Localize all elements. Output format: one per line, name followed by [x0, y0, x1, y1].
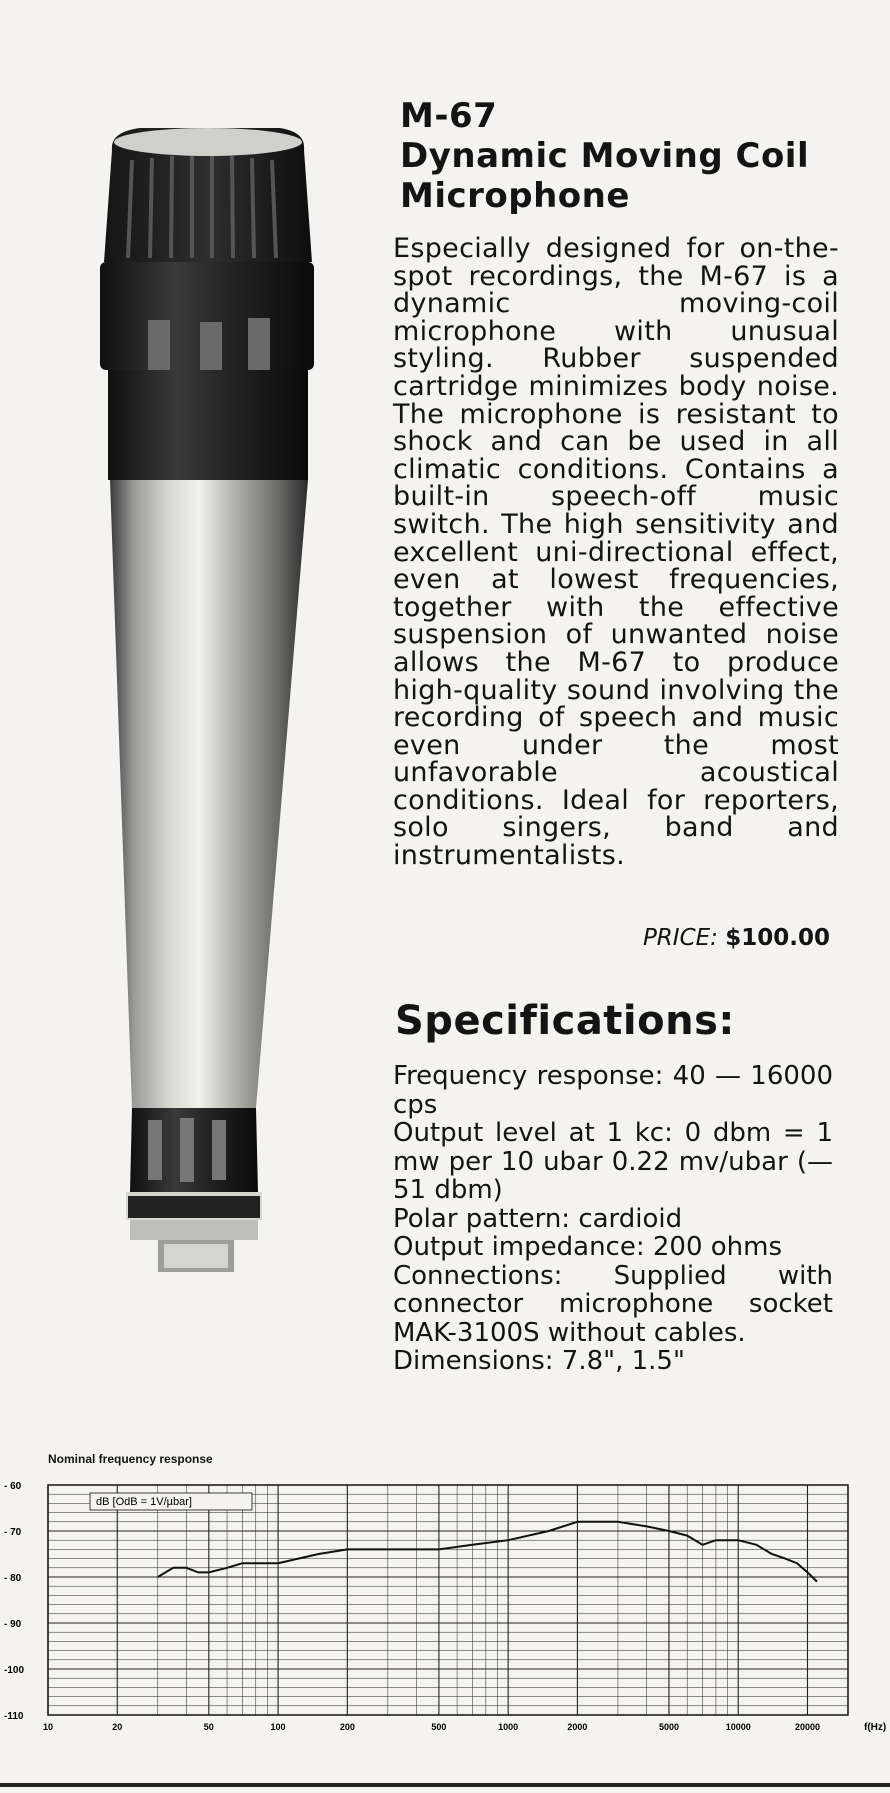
microphone-photo	[0, 0, 390, 1300]
chart-title: Nominal frequency response	[48, 1452, 213, 1466]
ylabel-box	[90, 1493, 252, 1510]
frequency-response-chart	[0, 1470, 890, 1770]
x-axis-label: f(Hz)	[864, 1722, 887, 1733]
y-tick-label: - 60	[4, 1481, 22, 1492]
x-tick-label: 10	[42, 1722, 54, 1732]
spec-polar-pattern: Polar pattern: cardioid	[393, 1203, 683, 1234]
x-tick-label: 20000	[794, 1722, 821, 1732]
y-tick-label: - 80	[4, 1573, 22, 1584]
price-label: PRICE:	[642, 925, 718, 951]
plot-frame	[48, 1485, 848, 1715]
y-tick-label: - 90	[4, 1619, 22, 1630]
x-tick-label: 500	[431, 1722, 447, 1732]
bottom-rule	[0, 1783, 890, 1787]
x-tick-label: 10000	[725, 1722, 751, 1732]
title-line-3: Microphone	[400, 176, 630, 216]
y-axis-label: dB [OdB = 1V/µbar]	[96, 1496, 192, 1508]
title-line-2: Dynamic Moving Coil	[400, 136, 810, 176]
y-tick-label: -100	[4, 1665, 25, 1676]
product-title	[400, 96, 870, 216]
x-tick-label: 50	[203, 1722, 214, 1732]
y-axis	[4, 1481, 24, 1722]
y-tick-label: -110	[4, 1711, 24, 1722]
spec-output-impedance: Output impedance: 200 ohms	[393, 1232, 783, 1262]
spec-output-level: Output level at 1 kc: 0 dbm = 1 mw per 10 ubar 0.22 mv/ubar (—51 dbm)	[393, 1118, 833, 1205]
specifications-list	[393, 1062, 833, 1376]
product-description: Especially designed for on-the-spot recordings, the M-67 is a dynamic moving-coil microphone with unusual styling. Rubber suspended cartridge minimizes body noise. The microphone is resistant to shock and can be used in all climatic conditions. Contains a built-in speech-off music switch. The high sensitivity and excellent uni-directional effect, even at lowest frequencies, together with the effective suspension of unwanted noise allows the M-67 to produce high-quality sound involving the recording of speech and music even under the most unfavorable acoustical conditions. Ideal for reporters, solo singers, band and instrumentalists.	[393, 233, 839, 872]
model-name: M-67	[400, 96, 498, 136]
x-tick-label: 2000	[567, 1722, 588, 1732]
spec-connections: Connections: Supplied with connector microphone socket MAK-3100S without cables.	[393, 1260, 833, 1348]
price-value: $100.00	[725, 925, 830, 951]
x-tick-label: 20	[112, 1722, 123, 1732]
x-tick-label: 1000	[498, 1722, 519, 1732]
x-tick-label: 200	[339, 1722, 355, 1732]
x-tick-label: 5000	[658, 1722, 679, 1732]
price	[560, 925, 830, 951]
spec-dimensions: Dimensions: 7.8", 1.5"	[393, 1346, 685, 1376]
x-tick-label: 100	[270, 1722, 286, 1732]
specifications-heading: Specifications:	[395, 998, 735, 1044]
y-tick-label: - 70	[4, 1527, 22, 1538]
chart-grid	[48, 1485, 848, 1715]
x-axis	[43, 1722, 820, 1732]
spec-frequency-response: Frequency response: 40 — 16000 cps	[393, 1061, 833, 1120]
